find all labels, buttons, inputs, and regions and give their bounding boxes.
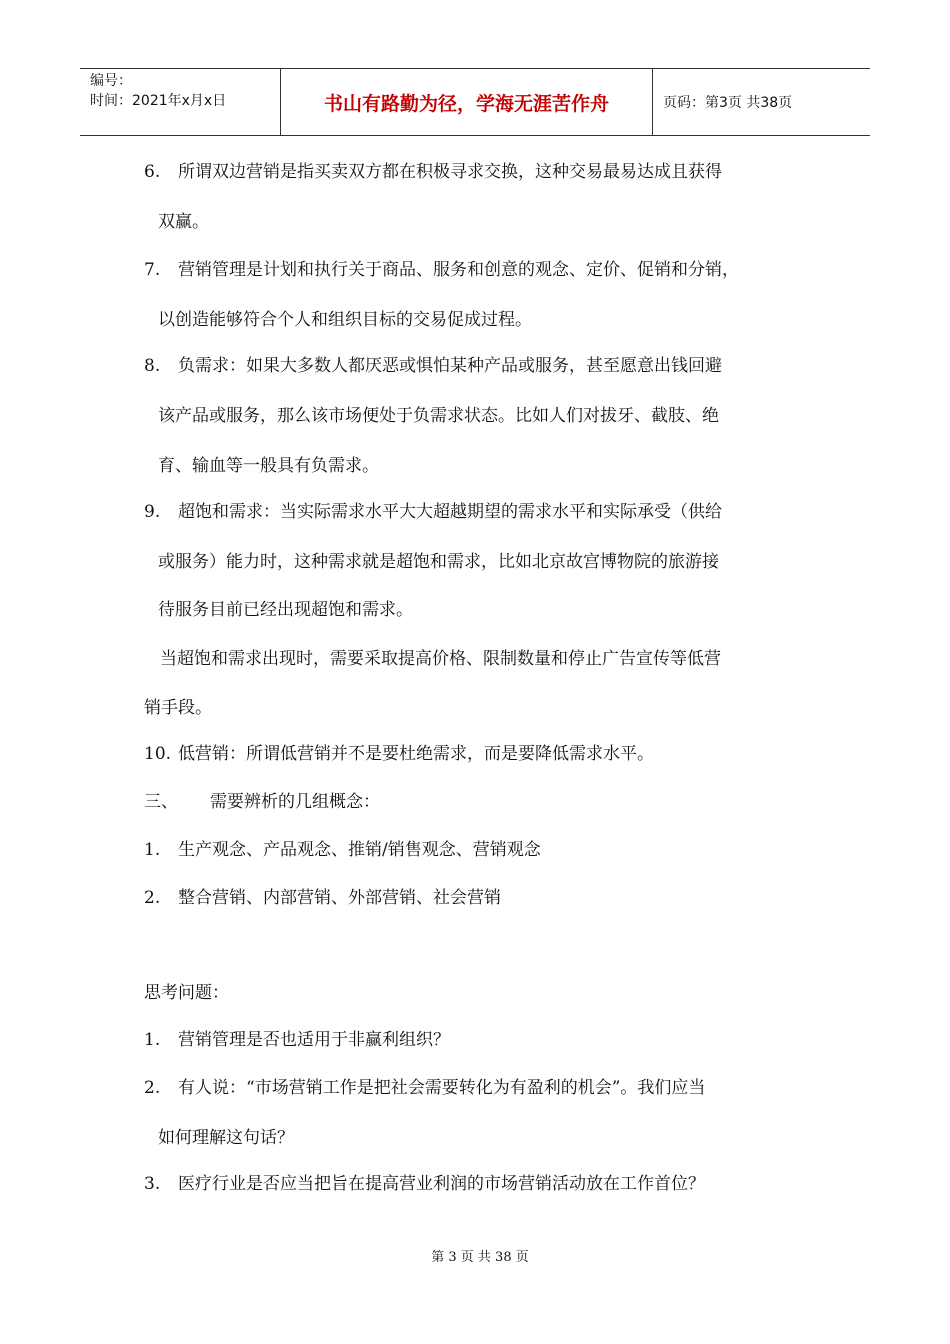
- paragraph-line-1: 当超饱和需求出现时，需要采取提高价格、限制数量和停止广告宣传等低营: [160, 649, 721, 669]
- concept-1: [144, 838, 541, 862]
- item-number: 3.: [144, 1174, 161, 1194]
- question-2: [144, 1076, 705, 1100]
- item-9-continuation-1: 或服务）能力时，这种需求就是超饱和需求，比如北京故宫博物院的旅游接: [158, 552, 719, 572]
- item-text: 低营销：所谓低营销并不是要杜绝需求，而是要降低需求水平。: [178, 744, 654, 764]
- header-id-label: 编号：: [90, 73, 132, 89]
- item-text: 超饱和需求：当实际需求水平大大超越期望的需求水平和实际承受（供给: [178, 502, 722, 522]
- concept-2: [144, 886, 501, 910]
- item-6: [144, 160, 722, 184]
- question-1: [144, 1028, 450, 1052]
- item-text: 医疗行业是否应当把旨在提高营业利润的市场营销活动放在工作首位？: [178, 1174, 705, 1194]
- section-title: 需要辨析的几组概念：: [210, 792, 380, 812]
- item-7-continuation: 以创造能够符合个人和组织目标的交易促成过程。: [158, 310, 532, 330]
- paragraph-line-2: 销手段。: [144, 698, 212, 718]
- item-text: 生产观念、产品观念、推销/销售观念、营销观念: [178, 840, 541, 860]
- item-number: 10.: [144, 744, 172, 764]
- page-footer: 第 3 页 共 38 页: [431, 1250, 529, 1265]
- question-2-continuation: 如何理解这句话？: [158, 1128, 294, 1148]
- item-text: 所谓双边营销是指买卖双方都在积极寻求交换，这种交易最易达成且获得: [178, 162, 722, 182]
- item-number: 6.: [144, 162, 161, 182]
- item-text: 营销管理是计划和执行关于商品、服务和创意的观念、定价、促销和分销，: [178, 260, 739, 280]
- item-9: [144, 500, 722, 524]
- item-7: [144, 258, 739, 282]
- item-text: 营销管理是否也适用于非赢利组织？: [178, 1030, 450, 1050]
- header-motto: 书山有路勤为径，学海无涯苦作舟: [281, 69, 653, 135]
- item-8-continuation-2: 育、输血等一般具有负需求。: [158, 456, 379, 476]
- section-number: 三、: [144, 792, 178, 812]
- item-number: 1.: [144, 1030, 161, 1050]
- item-text: 有人说：“市场营销工作是把社会需要转化为有盈利的机会”。我们应当: [178, 1078, 706, 1098]
- item-8-continuation-1: 该产品或服务，那么该市场便处于负需求状态。比如人们对拔牙、截肢、绝: [158, 406, 719, 426]
- item-text: 负需求：如果大多数人都厌恶或惧怕某种产品或服务，甚至愿意出钱回避: [178, 356, 722, 376]
- item-number: 2.: [144, 1078, 161, 1098]
- item-number: 8.: [144, 356, 161, 376]
- item-10: [144, 742, 654, 766]
- item-number: 2.: [144, 888, 161, 908]
- header-time-label: 时间：2021年x月x日: [90, 93, 227, 109]
- item-9-continuation-2: 待服务目前已经出现超饱和需求。: [158, 600, 413, 620]
- item-number: 9.: [144, 502, 161, 522]
- questions-heading: 思考问题：: [144, 983, 229, 1003]
- item-6-continuation: 双赢。: [158, 212, 209, 232]
- header-meta: [80, 69, 281, 135]
- item-number: 7.: [144, 260, 161, 280]
- page-header: [80, 68, 870, 136]
- item-text: 整合营销、内部营销、外部营销、社会营销: [178, 888, 501, 908]
- item-8: [144, 354, 722, 378]
- item-number: 1.: [144, 840, 161, 860]
- section-heading-3: [144, 790, 380, 814]
- question-3: [144, 1172, 705, 1196]
- header-page-info: 页码：第3页 共38页: [663, 95, 793, 111]
